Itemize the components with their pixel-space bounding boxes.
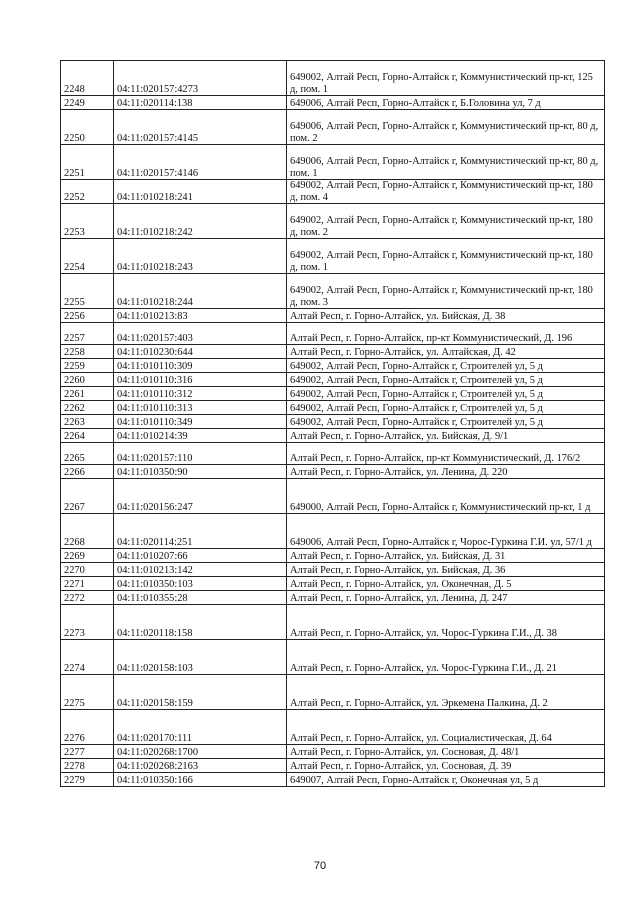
table-row	[61, 549, 605, 563]
cadastral-number-cell: 04:11:010230:644	[114, 345, 287, 359]
cadastral-number-cell: 04:11:010218:244	[114, 274, 287, 309]
cadastral-number-cell: 04:11:010350:166	[114, 773, 287, 787]
cadastral-number-cell: 04:11:020157:4145	[114, 110, 287, 145]
address-cell: Алтай Респ, г. Горно-Алтайск, ул. Социалистическая, Д. 64	[287, 710, 605, 745]
row-number-cell: 2269	[61, 549, 114, 563]
row-number-cell: 2248	[61, 61, 114, 96]
row-number-cell: 2261	[61, 387, 114, 401]
cadastral-number-cell: 04:11:010213:83	[114, 309, 287, 323]
table-row	[61, 675, 605, 710]
address-cell: Алтай Респ, г. Горно-Алтайск, ул. Бийская, Д. 31	[287, 549, 605, 563]
address-cell: Алтай Респ, г. Горно-Алтайск, ул. Бийская, Д. 9/1	[287, 429, 605, 443]
address-cell: 649002, Алтай Респ, Горно-Алтайск г, Строителей ул, 5 д	[287, 415, 605, 429]
cadastral-number-cell: 04:11:010214:39	[114, 429, 287, 443]
address-cell: Алтай Респ, г. Горно-Алтайск, ул. Эркемена Палкина, Д. 2	[287, 675, 605, 710]
row-number-cell: 2260	[61, 373, 114, 387]
cadastral-number-cell: 04:11:020157:4146	[114, 145, 287, 180]
row-number-cell: 2263	[61, 415, 114, 429]
table-row	[61, 563, 605, 577]
cadastral-number-cell: 04:11:020157:110	[114, 443, 287, 465]
table-row	[61, 373, 605, 387]
row-number-cell: 2251	[61, 145, 114, 180]
address-cell: 649006, Алтай Респ, Горно-Алтайск г, Коммунистический пр-кт, 80 д, пом. 2	[287, 110, 605, 145]
table-row	[61, 745, 605, 759]
row-number-cell: 2275	[61, 675, 114, 710]
table-row	[61, 274, 605, 309]
address-cell: Алтай Респ, г. Горно-Алтайск, пр-кт Коммунистический, Д. 196	[287, 323, 605, 345]
cadastral-number-cell: 04:11:010110:309	[114, 359, 287, 373]
cadastral-number-cell: 04:11:020158:159	[114, 675, 287, 710]
cadastral-number-cell: 04:11:020114:251	[114, 514, 287, 549]
row-number-cell: 2254	[61, 239, 114, 274]
cadastral-number-cell: 04:11:010218:242	[114, 204, 287, 239]
table-row	[61, 640, 605, 675]
table-row	[61, 110, 605, 145]
table-row	[61, 773, 605, 787]
table-row	[61, 514, 605, 549]
address-cell: Алтай Респ, г. Горно-Алтайск, ул. Бийская, Д. 38	[287, 309, 605, 323]
table-row	[61, 61, 605, 96]
table-row	[61, 359, 605, 373]
cadastral-number-cell: 04:11:010110:313	[114, 401, 287, 415]
table-row	[61, 323, 605, 345]
table-row	[61, 710, 605, 745]
cadastral-number-cell: 04:11:020156:247	[114, 479, 287, 514]
address-cell: 649000, Алтай Респ, Горно-Алтайск г, Коммунистический пр-кт, 1 д	[287, 479, 605, 514]
address-cell: 649002, Алтай Респ, Горно-Алтайск г, Строителей ул, 5 д	[287, 373, 605, 387]
address-cell: Алтай Респ, г. Горно-Алтайск, ул. Бийская, Д. 36	[287, 563, 605, 577]
address-cell: 649002, Алтай Респ, Горно-Алтайск г, Строителей ул, 5 д	[287, 401, 605, 415]
row-number-cell: 2255	[61, 274, 114, 309]
row-number-cell: 2258	[61, 345, 114, 359]
table-row	[61, 401, 605, 415]
table-row	[61, 239, 605, 274]
row-number-cell: 2265	[61, 443, 114, 465]
row-number-cell: 2262	[61, 401, 114, 415]
address-cell: 649002, Алтай Респ, Горно-Алтайск г, Коммунистический пр-кт, 125 д, пом. 1	[287, 61, 605, 96]
row-number-cell: 2259	[61, 359, 114, 373]
address-cell: 649006, Алтай Респ, Горно-Алтайск г, Коммунистический пр-кт, 80 д, пом. 1	[287, 145, 605, 180]
row-number-cell: 2270	[61, 563, 114, 577]
cadastral-number-cell: 04:11:010218:241	[114, 180, 287, 204]
address-cell: 649002, Алтай Респ, Горно-Алтайск г, Коммунистический пр-кт, 180 д, пом. 1	[287, 239, 605, 274]
address-cell: Алтай Респ, г. Горно-Алтайск, ул. Оконечная, Д. 5	[287, 577, 605, 591]
row-number-cell: 2267	[61, 479, 114, 514]
row-number-cell: 2252	[61, 180, 114, 204]
row-number-cell: 2274	[61, 640, 114, 675]
row-number-cell: 2256	[61, 309, 114, 323]
cadastral-number-cell: 04:11:010110:316	[114, 373, 287, 387]
cadastral-number-cell: 04:11:020157:4273	[114, 61, 287, 96]
row-number-cell: 2257	[61, 323, 114, 345]
address-cell: Алтай Респ, г. Горно-Алтайск, ул. Сосновая, Д. 48/1	[287, 745, 605, 759]
table-row	[61, 309, 605, 323]
cadastral-number-cell: 04:11:010350:103	[114, 577, 287, 591]
row-number-cell: 2276	[61, 710, 114, 745]
address-cell: Алтай Респ, г. Горно-Алтайск, ул. Чорос-Гуркина Г.И., Д. 21	[287, 640, 605, 675]
address-cell: 649002, Алтай Респ, Горно-Алтайск г, Строителей ул, 5 д	[287, 359, 605, 373]
table-row	[61, 759, 605, 773]
row-number-cell: 2250	[61, 110, 114, 145]
row-number-cell: 2271	[61, 577, 114, 591]
table-row	[61, 443, 605, 465]
cadastral-number-cell: 04:11:010110:349	[114, 415, 287, 429]
table-row	[61, 465, 605, 479]
table-row	[61, 145, 605, 180]
cadastral-number-cell: 04:11:010218:243	[114, 239, 287, 274]
row-number-cell: 2253	[61, 204, 114, 239]
table-row	[61, 577, 605, 591]
address-cell: Алтай Респ, г. Горно-Алтайск, пр-кт Коммунистический, Д. 176/2	[287, 443, 605, 465]
cadastral-number-cell: 04:11:020157:403	[114, 323, 287, 345]
table-row	[61, 415, 605, 429]
address-cell: 649006, Алтай Респ, Горно-Алтайск г, Б.Головина ул, 7 д	[287, 96, 605, 110]
address-cell: 649006, Алтай Респ, Горно-Алтайск г, Чорос-Гуркина Г.И. ул, 57/1 д	[287, 514, 605, 549]
table-row	[61, 387, 605, 401]
address-cell: Алтай Респ, г. Горно-Алтайск, ул. Ленина, Д. 247	[287, 591, 605, 605]
registry-rows	[61, 61, 605, 787]
cadastral-number-cell: 04:11:010207:66	[114, 549, 287, 563]
row-number-cell: 2279	[61, 773, 114, 787]
table-row	[61, 429, 605, 443]
address-cell: Алтай Респ, г. Горно-Алтайск, ул. Чорос-Гуркина Г.И., Д. 38	[287, 605, 605, 640]
address-cell: Алтай Респ, г. Горно-Алтайск, ул. Алтайская, Д. 42	[287, 345, 605, 359]
row-number-cell: 2278	[61, 759, 114, 773]
row-number-cell: 2273	[61, 605, 114, 640]
cadastral-number-cell: 04:11:020114:138	[114, 96, 287, 110]
table-row	[61, 605, 605, 640]
row-number-cell: 2272	[61, 591, 114, 605]
cadastral-number-cell: 04:11:020268:2163	[114, 759, 287, 773]
cadastral-number-cell: 04:11:010213:142	[114, 563, 287, 577]
row-number-cell: 2277	[61, 745, 114, 759]
row-number-cell: 2264	[61, 429, 114, 443]
cadastral-number-cell: 04:11:010110:312	[114, 387, 287, 401]
cadastral-number-cell: 04:11:020158:103	[114, 640, 287, 675]
cadastral-number-cell: 04:11:020268:1700	[114, 745, 287, 759]
table-row	[61, 479, 605, 514]
table-row	[61, 345, 605, 359]
address-cell: 649002, Алтай Респ, Горно-Алтайск г, Строителей ул, 5 д	[287, 387, 605, 401]
page-number: 70	[313, 860, 327, 872]
table-row	[61, 180, 605, 204]
address-cell: 649002, Алтай Респ, Горно-Алтайск г, Коммунистический пр-кт, 180 д, пом. 3	[287, 274, 605, 309]
address-cell: 649002, Алтай Респ, Горно-Алтайск г, Коммунистический пр-кт, 180 д, пом. 4	[287, 180, 605, 204]
cadastral-number-cell: 04:11:010350:90	[114, 465, 287, 479]
row-number-cell: 2266	[61, 465, 114, 479]
registry-table	[60, 60, 605, 787]
table-row	[61, 591, 605, 605]
address-cell: 649002, Алтай Респ, Горно-Алтайск г, Коммунистический пр-кт, 180 д, пом. 2	[287, 204, 605, 239]
table-row	[61, 204, 605, 239]
cadastral-number-cell: 04:11:010355:28	[114, 591, 287, 605]
address-cell: 649007, Алтай Респ, Горно-Алтайск г, Оконечная ул, 5 д	[287, 773, 605, 787]
row-number-cell: 2268	[61, 514, 114, 549]
cadastral-number-cell: 04:11:020170:111	[114, 710, 287, 745]
row-number-cell: 2249	[61, 96, 114, 110]
address-cell: Алтай Респ, г. Горно-Алтайск, ул. Сосновая, Д. 39	[287, 759, 605, 773]
table-row	[61, 96, 605, 110]
cadastral-number-cell: 04:11:020118:158	[114, 605, 287, 640]
address-cell: Алтай Респ, г. Горно-Алтайск, ул. Ленина, Д. 220	[287, 465, 605, 479]
